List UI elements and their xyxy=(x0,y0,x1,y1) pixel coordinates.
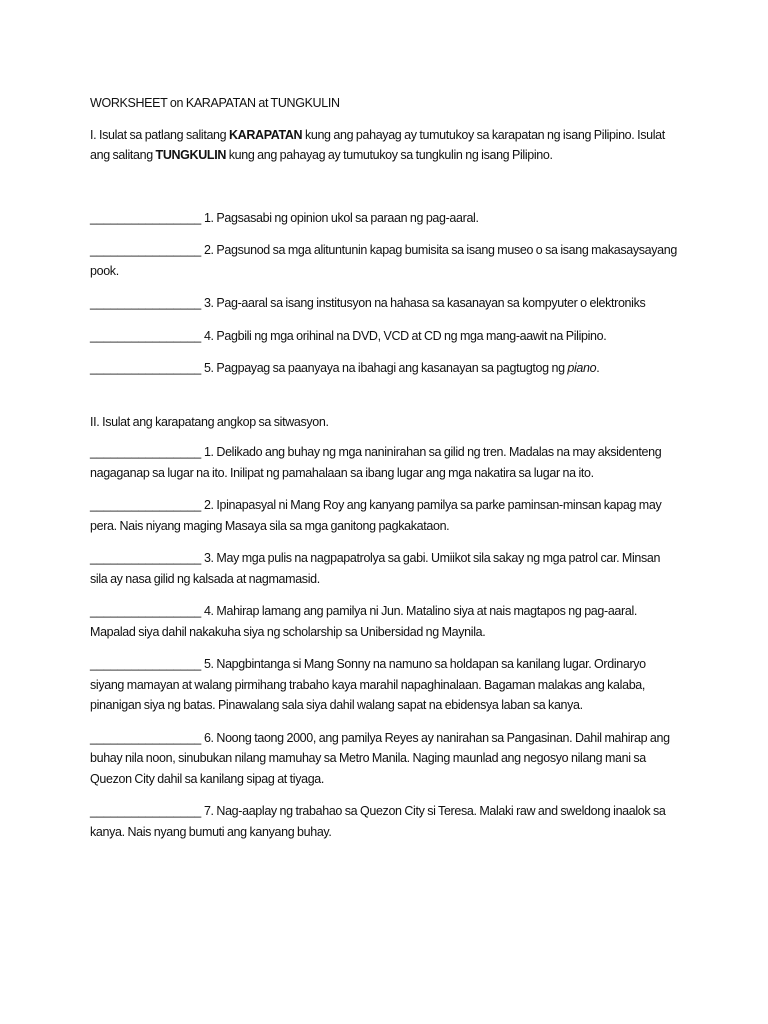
section1-item-2 xyxy=(90,240,680,281)
section1-instruction-part3: kung ang pahayag ay tumutukoy sa tungkulin ng isang Pilipino. xyxy=(226,148,553,162)
section1-item-3 xyxy=(90,293,680,314)
answer-blank[interactable]: ________________ xyxy=(90,445,202,459)
answer-blank[interactable]: ________________ xyxy=(90,361,202,375)
answer-blank[interactable]: ________________ xyxy=(90,551,202,565)
item-text: 3. May mga pulis na nagpapatrolya sa gabi. Umiikot sila sakay ng mga patrol car. Minsan sila ay nasa gilid ng kalsada at nagmamasid. xyxy=(90,551,661,586)
item-text: 4. Pagbili ng mga orihinal na DVD, VCD at CD ng mga mang-aawit na Pilipino. xyxy=(201,328,607,343)
section1-instruction-part2: kung ang pahayag ay tumutukoy sa karapatan ng isang Pilipino. Isulat ang salitang xyxy=(90,127,665,162)
section1-item-4 xyxy=(90,326,680,347)
item-text: 3. Pag-aaral sa isang institusyon na hahasa sa kasanayan sa kompyuter o elektroniks xyxy=(201,296,646,310)
section2-item-5 xyxy=(90,654,680,716)
section1-instruction-part1: I. Isulat sa patlang salitang xyxy=(90,127,229,142)
section2-item-3 xyxy=(90,548,680,589)
item-text: 7. Nag-aaplay ng trabahao sa Quezon City si Teresa. Malaki raw and sweldong inaalok sa kanya. Nais nyang bumuti ang kanyang buhay. xyxy=(90,804,666,839)
answer-blank[interactable]: ________________ xyxy=(90,730,202,745)
section1-item-1 xyxy=(90,208,680,229)
section2-item-7 xyxy=(90,801,680,842)
section1-instruction xyxy=(90,125,680,166)
keyword-karapatan: KARAPATAN xyxy=(228,127,303,142)
section2-item-2 xyxy=(90,495,680,536)
answer-blank[interactable]: ________________ xyxy=(90,210,202,225)
answer-blank[interactable]: ________________ xyxy=(90,328,202,343)
section2-instruction: II. Isulat ang karapatang angkop sa sitwasyon. xyxy=(90,414,329,429)
item-text: 6. Noong taong 2000, ang pamilya Reyes ay nanirahan sa Pangasinan. Dahil mahirap ang buhay nila noon, sinubukan nilang mamuhay sa Metro Manila. Naging maunlad ang negosyo nilang mani sa Quezon City dahil sa kanilang sipag at tiyaga. xyxy=(90,730,670,786)
answer-blank[interactable]: ________________ xyxy=(90,657,202,671)
item-text: 5. Napgbintanga si Mang Sonny na namuno sa holdapan sa kanilang lugar. Ordinaryo siyang mamayan at walang pirmihang trabaho kaya marahil napaghinalaan. Bagaman malakas ang kalaba, pinanigan siya ng batas. Pinawalang sala siya dahil walang sapat na ebidensya laban sa kanya. xyxy=(90,657,646,712)
item-suffix: . xyxy=(596,361,600,375)
item-text: 4. Mahirap lamang ang pamilya ni Jun. Matalino siya at nais magtapos ng pag-aaral. Mapalad siya dahil nakakuha siya ng scholarship sa Unibersidad ng Maynila. xyxy=(90,604,637,639)
section2-item-4 xyxy=(90,601,680,642)
answer-blank[interactable]: ________________ xyxy=(90,243,202,257)
section2-item-6 xyxy=(90,728,680,790)
worksheet-page xyxy=(90,93,680,854)
item-text: 1. Pagsasabi ng opinion ukol sa paraan ng pag-aaral. xyxy=(201,210,479,225)
section2-item-1 xyxy=(90,442,680,483)
worksheet-title: WORKSHEET on KARAPATAN at TUNGKULIN xyxy=(90,96,340,110)
answer-blank[interactable]: ________________ xyxy=(90,804,202,818)
answer-blank[interactable]: ________________ xyxy=(90,498,202,512)
item-italic-word: piano xyxy=(567,361,597,375)
item-text: 2. Ipinapasyal ni Mang Roy ang kanyang pamilya sa parke paminsan-minsan kapag may pera. Nais niyang maging Masaya sila sa mga ganitong pagkakataon. xyxy=(90,498,662,533)
answer-blank[interactable]: ________________ xyxy=(90,604,202,618)
answer-blank[interactable]: ________________ xyxy=(90,296,202,310)
item-text: 5. Pagpayag sa paanyaya na ibahagi ang kasanayan sa pagtugtog ng xyxy=(201,361,568,375)
item-text: 2. Pagsunod sa mga alituntunin kapag bumisita sa isang museo o sa isang makasaysayang pook. xyxy=(90,243,677,278)
section1-item-5 xyxy=(90,358,680,379)
keyword-tungkulin: TUNGKULIN xyxy=(155,148,226,162)
item-text: 1. Delikado ang buhay ng mga naninirahan sa gilid ng tren. Madalas na may aksidenteng nagaganap sa lugar na ito. Inilipat ng pamahalaan sa ibang lugar ang mga nakatira sa lugar na ito. xyxy=(90,445,662,480)
